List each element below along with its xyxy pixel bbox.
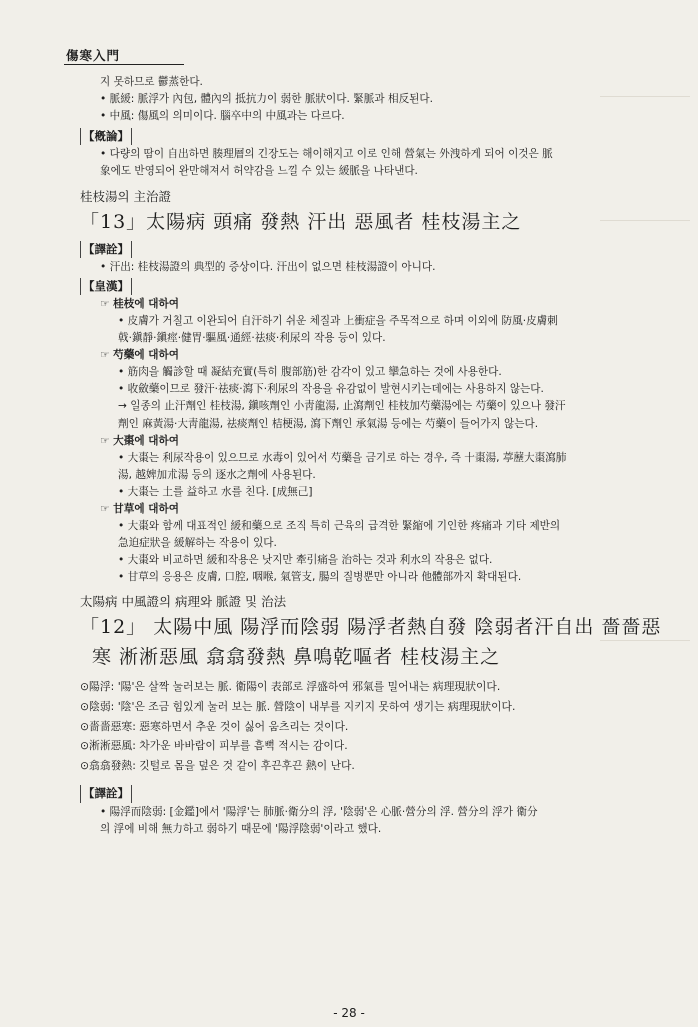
definition-line: ⊙陽浮: '陽'은 살짝 눌러보는 脈. 衛陽이 表部로 浮盛하여 邪氣를 밀어내는 病理現狀이다. bbox=[80, 680, 501, 694]
text-line: • 脈緩: 脈浮가 內包, 體內의 抵抗力이 弱한 脈狀이다. 緊脈과 相反된다. bbox=[100, 93, 434, 106]
section-label-yiquan-2: 【譯詮】 bbox=[80, 785, 132, 802]
page-number: - 28 - bbox=[333, 1006, 365, 1020]
section-label-gailun: 【槪論】 bbox=[80, 128, 132, 145]
running-header: 傷寒入門 bbox=[66, 48, 121, 63]
definition-line: ⊙淅淅惡風: 차가운 바바람이 피부를 흠뻑 적시는 감이다. bbox=[80, 739, 348, 753]
text-line: • 다량의 땀이 自出하면 腠理層의 긴장도는 해이해지고 이로 인해 營氣는 外洩하게 되어 이것은 脈 bbox=[100, 148, 553, 161]
text-line: 湯, 越婢加朮湯 등의 逐水之劑에 사용된다. bbox=[118, 468, 316, 481]
section-heading-12: 太陽病 中風證의 病理와 脈證 및 治法 bbox=[80, 594, 287, 610]
text-line: • 大棗는 土를 益하고 水를 친다. [成無己] bbox=[118, 485, 313, 498]
text-line: • 皮膚가 거칠고 이완되어 自汗하기 쉬운 체질과 上衝症을 주목적으로 하며 이외에 防風·皮膚刺 bbox=[118, 314, 558, 327]
text-line: 戟·鎭靜·鎭痙·健胃·驅風·通經·祛痰·利尿의 작용 등이 있다. bbox=[118, 332, 386, 345]
herb-heading-guizhi: ☞ 桂枝에 대하여 bbox=[100, 297, 179, 310]
text-line: 劑인 麻黃湯·大靑龍湯, 祛痰劑인 桔梗湯, 瀉下劑인 承氣湯 등에는 芍藥이 들어가지 않는다. bbox=[118, 417, 539, 430]
header-rule bbox=[64, 64, 184, 65]
text-line: 의 浮에 비해 無力하고 弱하기 때문에 '陽浮陰弱'이라고 했다. bbox=[100, 822, 382, 835]
text-line: • 大棗는 利尿작용이 있으므로 水毒이 있어서 芍藥을 금기로 하는 경우, 즉 十棗湯, 葶藶大棗瀉肺 bbox=[118, 451, 567, 464]
section-label-yiquan: 【譯詮】 bbox=[80, 241, 132, 258]
page-content bbox=[80, 74, 660, 838]
text-line: • 大棗와 함께 대표적인 緩和藥으로 조직 특히 근육의 급격한 緊縮에 기인한 疼痛과 기타 제반의 bbox=[118, 520, 561, 533]
text-line: • 陽浮而陰弱: [金鑑]에서 '陽浮'는 肺脈·衛分의 浮, '陰弱'은 心脈·營分의 浮. 營分의 浮가 衛分 bbox=[100, 805, 538, 818]
text-line: 象에도 반영되어 완만해져서 허약감을 느낄 수 있는 緩脈을 나타낸다. bbox=[100, 165, 418, 178]
classic-text-12-line1: 「12」 太陽中風 陽浮而陰弱 陽浮者熱自發 陰弱者汗自出 嗇嗇惡 bbox=[80, 616, 662, 639]
definition-line: ⊙陰弱: '陰'은 조금 힘있게 눌러 보는 脈. 營陰이 내부를 지키지 못하여 생기는 病理現狀이다. bbox=[80, 700, 516, 714]
herb-heading-shaoyao: ☞ 芍藥에 대하여 bbox=[100, 349, 179, 362]
text-line: • 筋肉을 觸診할 때 凝結充實(특히 腹部筋)한 감각이 있고 攣急하는 것에 사용한다. bbox=[118, 366, 502, 379]
text-line: • 大棗와 비교하면 緩和작용은 낫지만 牽引痛을 治하는 것과 利水의 작용은 없다. bbox=[118, 554, 493, 567]
text-line: → 일종의 止汗劑인 桂枝湯, 鎭咳劑인 小靑龍湯, 止瀉劑인 桂枝加芍藥湯에는 芍藥이 있으나 發汗 bbox=[118, 400, 566, 413]
text-line: • 汗出: 桂枝湯證의 典型的 증상이다. 汗出이 없으면 桂枝湯證이 아니다. bbox=[100, 260, 436, 273]
section-label-huanghan: 【皇漢】 bbox=[80, 278, 132, 295]
herb-heading-gancao: ☞ 甘草에 대하여 bbox=[100, 502, 179, 515]
text-line: 急迫症狀을 緩解하는 작용이 있다. bbox=[118, 537, 277, 550]
herb-heading-dazao: ☞ 大棗에 대하여 bbox=[100, 434, 179, 447]
text-line: 지 못하므로 鬱蒸한다. bbox=[100, 76, 203, 88]
classic-text-13: 「13」太陽病 頭痛 發熱 汗出 惡風者 桂枝湯主之 bbox=[80, 210, 522, 233]
definition-line: ⊙嗇嗇惡寒: 惡寒하면서 추운 것이 싫어 움츠리는 것이다. bbox=[80, 719, 349, 733]
section-heading-13: 桂枝湯의 主治證 bbox=[80, 188, 172, 204]
text-line: • 中風: 傷風의 의미이다. 腦卒中의 中風과는 다르다. bbox=[100, 110, 345, 123]
classic-text-12-line2: 寒 淅淅惡風 翕翕發熱 鼻鳴乾嘔者 桂枝湯主之 bbox=[92, 646, 501, 669]
text-line: • 甘草의 응용은 皮膚, 口腔, 咽喉, 氣管支, 腸의 질병뿐만 아니라 他體部까지 확대된다. bbox=[118, 571, 522, 584]
definition-line: ⊙翕翕發熱: 깃털로 몸을 덮은 것 같이 후끈후끈 熱이 난다. bbox=[80, 758, 355, 772]
text-line: • 收斂藥이므로 發汗·祛痰·瀉下·利尿의 작용을 유감없이 발현시키는데에는 사용하지 않는다. bbox=[118, 383, 544, 396]
